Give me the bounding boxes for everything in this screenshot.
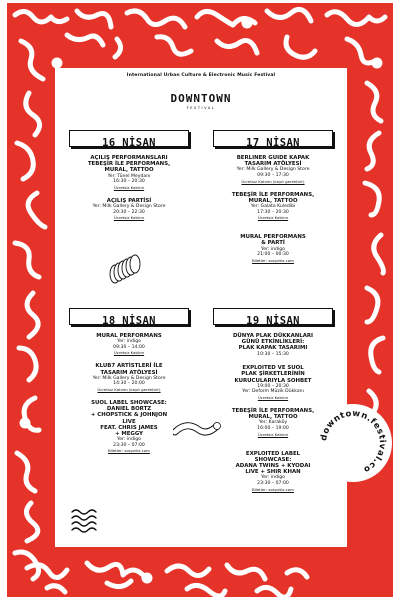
event-item: TEBEŞİR İLE PERFORMANS, MURAL, TATTOO Yer: Galata Kuledibi 17:30 – 20:30 Ücretsiz Katılım [213,192,333,221]
event-item: AÇILIŞ PERFORMANSLARI TEBEŞİR İLE PERFORMANS, MURAL, TATTOO Yer: Tünel Meydanı 16:30 – 20:30 Ücretsiz Katılım [69,155,189,190]
stamp-ring [314,404,392,482]
wave-doodle-icon [69,506,99,534]
event-link[interactable]: Ücretsiz Katılım [257,215,289,221]
event-link[interactable]: Biletler: sosyotix.com [252,257,294,263]
event-item: AÇILIŞ PARTİSİ Yer: Milk Gallery & Design Store 20:30 – 22:30 Ücretsiz Katılım [69,198,189,220]
event-item: EXPLOITED VE SUOL PLAK ŞİRKETLERİNİN KURUCULARIYLA SOHBET 19:00 – 20:30 Yer: Deform Müzik Dükkanı Ücretsiz Katılım [213,365,333,400]
day-column-16 [69,130,189,220]
event-item: BERLINER GUIDE KAPAK TASARIM ATÖLYESİ Yer: Milk Gallery & Design Store 09:30 – 17:30 Ücretsiz Katılım (kayıt gerektirir) [213,155,333,184]
event-item: DÜNYA PLAK DÜKKANLARI GÜNÜ ETKİNLİKLERİ: PLAK KAPAK TASARIMI 10:30 – 15:30 [232,333,314,357]
day-column-18 [69,308,189,453]
schedule-card [55,68,347,547]
event-item: MURAL PERFORMANS & PARTİ Yer: indigo 21:00 – 00:30 Biletler: sosyotix.com [213,234,333,263]
festival-logo-sub: FESTIVAL [186,106,216,110]
festival-subtitle: International Urban Culture & Electronic Music Festival [126,73,276,78]
event-link[interactable]: Biletler: sosyotix.com [252,486,294,492]
event-item: KLUB7 ARTİSTLERİ İLE TASARIM ATÖLYESİ Yer: Milk Gallery & Design Store 14:30 – 20:00 Ücretsiz Katılım (kayıt gerektirir) [69,363,189,392]
day-header: 16 NİSAN [69,130,189,147]
event-link[interactable]: Biletler: sosyotix.com [108,448,150,454]
event-link[interactable]: Ücretsiz Katılım [257,395,289,400]
event-link[interactable]: Ücretsiz Katılım [113,184,145,190]
event-link[interactable]: Ücretsiz Katılım (kayıt gerektirir) [241,178,305,184]
day-header: 19 NİSAN [213,308,333,325]
festival-logo: DOWNTOWN [170,92,232,105]
event-item: TEBEŞİR İLE PERFORMANS, MURAL, TATTOO Yer: Karaköy 16:00 – 19:00 Ücretsiz Katılım [213,408,333,437]
svg-text:downtown.festival.co [319,409,387,475]
event-item: MURAL PERFORMANS Yer: indigo 09:30 – 14:00 Ücretsiz Katılım [69,333,189,355]
coil-doodle-icon [107,254,143,286]
event-link[interactable]: Ücretsiz Katılım [113,215,145,221]
tube-doodle-icon [173,418,221,442]
stamp-text: downtown.festival.co [318,408,388,475]
event-link[interactable]: Ücretsiz Katılım [113,350,145,356]
event-item: EXPLOITED LABEL SHOWCASE: ADANA TWINS + KYODAI LIVE + SHIR KHAN Yer: indigo 23:30 – 07:00 Biletler: sosyotix.com [213,451,333,492]
event-link[interactable]: Ücretsiz Katılım [257,431,289,437]
day-column-17 [213,130,333,263]
event-link[interactable]: Ücretsiz Katılım (kayıt gerektirir) [97,386,161,392]
circular-stamp [314,404,392,482]
event-item: SUOL LABEL SHOWCASE: DANIEL BORTZ + CHOPSTICK & JOHNJON LIVE FEAT. CHRIS JAMES + MEGGY Yer: indigo 23:30 – 07:00 Biletler: sosyotix.com [69,400,189,453]
day-header: 18 NİSAN [69,308,189,325]
day-header: 17 NİSAN [213,130,333,147]
